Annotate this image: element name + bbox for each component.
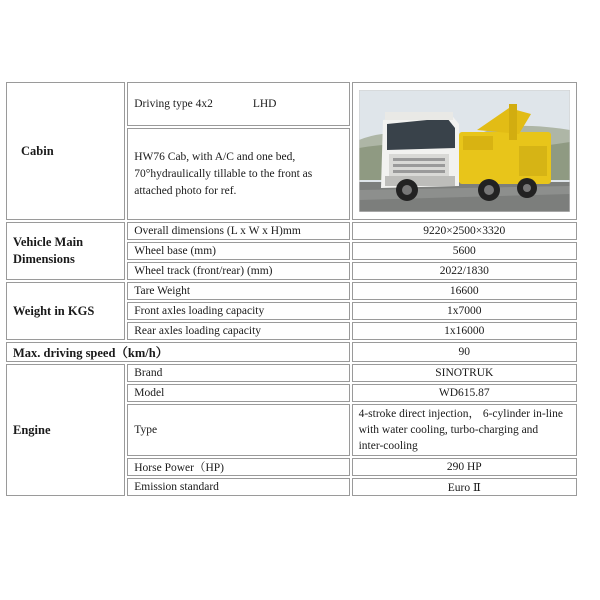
row-value: 9220×2500×3320: [352, 222, 577, 240]
row-name: Wheel track (front/rear) (mm): [127, 262, 349, 280]
speed-value: 90: [352, 342, 577, 362]
row-value: 16600: [352, 282, 577, 300]
row-value: 1x16000: [352, 322, 577, 340]
row-value: 1x7000: [352, 302, 577, 320]
row-name: Tare Weight: [127, 282, 349, 300]
row-value: Euro Ⅱ: [352, 478, 577, 496]
spec-sheet: [4, 80, 579, 498]
truck-photo-cell: [352, 82, 577, 220]
table-row: [6, 364, 577, 382]
row-name: Model: [127, 384, 349, 402]
row-value: 2022/1830: [352, 262, 577, 280]
row-name: Rear axles loading capacity: [127, 322, 349, 340]
engine-label: Engine: [6, 364, 125, 496]
table-row: [6, 282, 577, 300]
weight-label: Weight in KGS: [6, 282, 125, 340]
row-name: Type: [127, 404, 349, 456]
speed-row: [6, 342, 577, 362]
row-name: Wheel base (mm): [127, 242, 349, 260]
cabin-driving-type: Driving type 4x2 LHD: [127, 82, 349, 126]
engine-type-value: 4-stroke direct injection， 6-cylinder in-line with water cooling, turbo-charging and inter-cooling: [352, 404, 577, 456]
row-name: Overall dimensions (L x W x H)mm: [127, 222, 349, 240]
row-value: WD615.87: [352, 384, 577, 402]
row-name: Emission standard: [127, 478, 349, 496]
dimensions-label: Vehicle Main Dimensions: [6, 222, 125, 280]
tow-truck-photo: [359, 90, 570, 212]
speed-label: Max. driving speed（km/h）: [6, 342, 350, 362]
row-name: Brand: [127, 364, 349, 382]
cabin-label: Cabin: [6, 82, 125, 220]
row-value: SINOTRUK: [352, 364, 577, 382]
row-name: Horse Power（HP): [127, 458, 349, 476]
table-row: [6, 222, 577, 240]
spec-table: [4, 80, 579, 498]
cabin-row-drive: [6, 82, 577, 126]
row-value: 290 HP: [352, 458, 577, 476]
row-name: Front axles loading capacity: [127, 302, 349, 320]
cabin-description: HW76 Cab, with A/C and one bed, 70°hydraulically tillable to the front as attached photo for ref.: [127, 128, 349, 220]
row-value: 5600: [352, 242, 577, 260]
